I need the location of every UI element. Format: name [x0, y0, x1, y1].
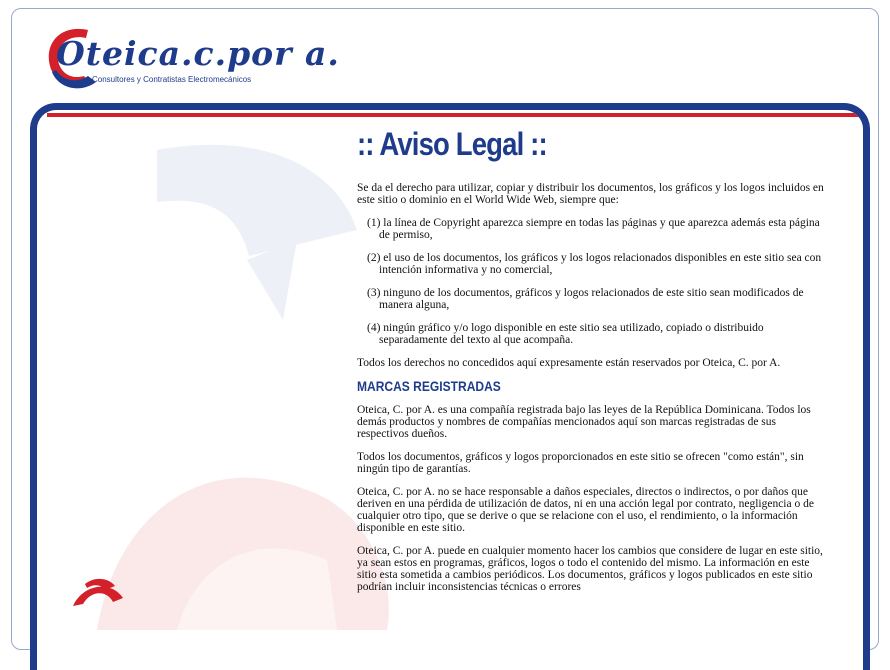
- legal-content: [357, 124, 827, 604]
- trademark-paragraph: Oteica, C. por A. es una compañía registrada bajo las leyes de la República Dominicana. Todos los demás productos y nombres de compañías mencionados aquí son marcas registradas de sus respectivos dueños.: [357, 404, 811, 440]
- logo-tagline: Consultores y Contratistas Electromecánicos: [92, 75, 252, 84]
- trademarks-heading: MARCAS REGISTRADAS: [357, 378, 501, 394]
- swoosh-icon: [65, 576, 125, 616]
- warranty-paragraph: Todos los documentos, gráficos y logos proporcionados en este sitio se ofrecen "como están", sin ningún tipo de garantías.: [357, 451, 804, 475]
- condition-item: (3) ninguno de los documentos, gráficos y logos relacionados de este sitio sean modificados de manera alguna,: [367, 287, 804, 311]
- condition-item: (1) la línea de Copyright aparezca siempre en todas las páginas y que aparezca además esta página de permiso,: [367, 217, 820, 241]
- changes-paragraph: Oteica, C. por A. puede en cualquier momento hacer los cambios que considere de lugar en este sitio, ya sean estos en programas, gráficos, logos o todo el contenido del mismo. La información en este sitio esta sometida a cambios periódicos. Los documentos, gráficos y logos publicados en este sitio podrían incluir inconsistencias técnicas o errores: [357, 545, 823, 593]
- intro-paragraph: Se da el derecho para utilizar, copiar y distribuir los documentos, los gráficos y los logos incluidos en este sitio o dominio en el World Wide Web, siempre que:: [357, 182, 824, 206]
- liability-paragraph: Oteica, C. por A. no se hace responsable a daños especiales, directos o indirectos, o por daños que deriven en una pérdida de utilización de datos, ni en una acción legal por contrato, negligencia o de cualquier otro tipo, que se derive o que se relacione con el uso, el rendimiento, o la información disponible en este sitio.: [357, 486, 814, 534]
- logo-name: Oteica.c.por a.: [56, 34, 340, 73]
- content-panel: [30, 103, 870, 670]
- condition-item: (2) el uso de los documentos, los gráficos y los logos relacionados disponibles en este sitio sea con intención informativa y no comercial,: [367, 252, 822, 276]
- company-logo[interactable]: [44, 26, 340, 92]
- page-title: :: Aviso Legal ::: [357, 126, 547, 162]
- rights-paragraph: Todos los derechos no concedidos aquí expresamente están reservados por Oteica, C. por A.: [357, 357, 781, 369]
- condition-item: (4) ningún gráfico y/o logo disponible en este sitio sea utilizado, copiado o distribuido separadamente del texto al que acompaña.: [367, 322, 764, 346]
